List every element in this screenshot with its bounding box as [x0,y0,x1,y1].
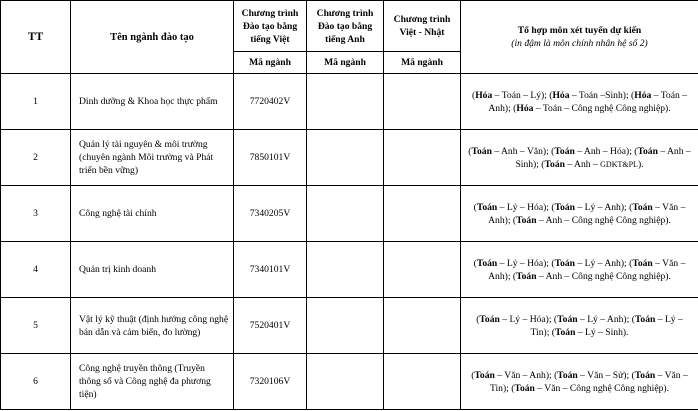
main-subject: Toán [476,201,498,213]
combo-text: – Văn – Anh); ( [494,369,558,381]
main-subject: Toán [632,201,653,213]
header-combo-title: Tổ hợp môn xét tuyển dự kiến [517,25,642,36]
subject-combinations [461,74,698,130]
row-number: 5 [1,298,71,354]
major-name: Dinh dưỡng & Khoa học thực phẩm [71,74,234,130]
main-subject: Toán [516,214,537,226]
subject-combinations [461,242,698,298]
combo-text: – Lý – Anh); ( [577,313,635,325]
header-code-jp: Mã ngành [384,52,461,74]
code-vn: 7720402V [234,74,307,130]
code-en [307,130,384,186]
main-subject: Toán [554,257,576,269]
combo-text: – Văn – Anh); ( [488,257,686,282]
row-number: 2 [1,130,71,186]
main-subject: Toán [557,313,578,325]
combo-text: – Văn – Sử); ( [577,369,635,381]
code-vn: 7850101V [234,130,307,186]
code-jp [384,186,461,242]
main-subject: Toán [471,145,492,157]
header-tt: TT [1,1,71,74]
combo-text: – Lý – Hóa); ( [497,257,555,269]
table-row [1,354,698,410]
combo-text: – Toán – Công nghệ Công nghiệp). [533,102,671,114]
major-name: Công nghệ truyền thông (Truyền thông số và Công nghệ đa phương tiện) [71,354,234,410]
subject-combinations [461,298,698,354]
table-row [1,74,698,130]
combo-text: – Anh – Sinh); ( [515,145,691,170]
header-combo-note: (in đậm là môn chính nhân hệ số 2) [511,38,648,49]
combo-text: – Lý – Tin); ( [530,313,683,338]
main-subject: Toán [634,313,656,325]
combo-text: – Lý – Anh); ( [575,257,633,269]
header-program-en: Chương trình Đào tạo bằng tiếng Anh [307,1,384,52]
combo-text: ( [473,257,477,269]
subject-combinations [461,354,698,410]
row-number: 4 [1,242,71,298]
combo-text: – Toán –Sinh); ( [569,89,635,101]
combo-text: – Anh – Công nghệ Công nghiệp). [536,214,671,226]
header-program-vn: Chương trình Đào tạo bằng tiếng Việt [234,1,307,52]
code-en [307,242,384,298]
combo-text: – Anh – Công nghệ Công nghiệp). [536,270,671,282]
code-en [307,298,384,354]
combo-text: ). [637,158,644,170]
code-jp [384,242,461,298]
combo-text: ( [473,201,477,213]
header-code-en: Mã ngành [307,52,384,74]
header-code-vn: Mã ngành [234,52,307,74]
code-jp [384,130,461,186]
major-name: Quản trị kinh doanh [71,242,234,298]
row-number: 3 [1,186,71,242]
main-subject: Toán [514,382,535,394]
code-jp [384,74,461,130]
combo-text: – Lý – Hóa); ( [497,201,555,213]
major-name: Vật lý kỹ thuật (định hướng công nghệ bán dẫn và cảm biến, đo lường) [71,298,234,354]
header-program-jp: Chương trình Việt - Nhật [384,1,461,52]
table-header-row [1,1,698,52]
header-combo [461,1,698,74]
combo-text: – Văn – Tin); ( [489,369,688,394]
code-jp [384,354,461,410]
main-subject: Hóa [475,89,493,101]
main-subject: Toán [557,369,578,381]
main-subject: Toán [632,257,653,269]
main-subject: Toán [554,145,575,157]
subject-combinations [461,186,698,242]
row-number: 6 [1,354,71,410]
combo-text: – Toán – Lý); ( [492,89,553,101]
code-vn: 7340101V [234,242,307,298]
main-subject: Toán [474,369,495,381]
table-body [1,74,698,410]
combo-text: ( [472,89,476,101]
table-row [1,242,698,298]
code-vn: 7520401V [234,298,307,354]
main-subject: Toán [476,257,498,269]
combo-text: – Lý – Sinh). [575,326,629,338]
combo-text: – Lý – Anh); ( [575,201,633,213]
code-en [307,186,384,242]
combo-text: – Toán –Anh); ( [488,89,687,114]
combo-text: – Lý – Hóa); ( [499,313,558,325]
main-subject: Hóa [516,102,534,114]
combo-text: ( [471,369,475,381]
main-subject: Toán [544,158,565,170]
combo-text: GDKT&PL [600,159,638,169]
main-subject: Hóa [552,89,570,101]
main-subject: Toán [479,313,500,325]
combo-text: – Văn – Anh); ( [488,201,686,226]
table-row [1,298,698,354]
combo-text: – Anh – Văn); ( [491,145,555,157]
table-row [1,130,698,186]
combo-text: ( [468,145,472,157]
code-jp [384,298,461,354]
main-subject: Toán [554,201,576,213]
major-name: Quản lý tài nguyên & môi trường (chuyên ngành Môi trường và Phát triển bền vững) [71,130,234,186]
main-subject: Toán [634,369,656,381]
main-subject: Hóa [634,89,652,101]
main-subject: Toán [516,270,537,282]
code-vn: 7320106V [234,354,307,410]
combo-text: – Văn – Công nghệ Công nghiệp). [534,382,670,394]
main-subject: Toán [554,326,576,338]
table-row [1,186,698,242]
header-major-name: Tên ngành đào tạo [71,1,234,74]
subject-combinations [461,130,698,186]
main-subject: Toán [637,145,658,157]
combo-text: – Anh – Hóa); ( [574,145,638,157]
code-en [307,354,384,410]
code-en [307,74,384,130]
combo-text: ( [476,313,480,325]
major-name: Công nghệ tài chính [71,186,234,242]
combo-text: – Anh – [564,158,601,170]
code-vn: 7340205V [234,186,307,242]
row-number: 1 [1,74,71,130]
